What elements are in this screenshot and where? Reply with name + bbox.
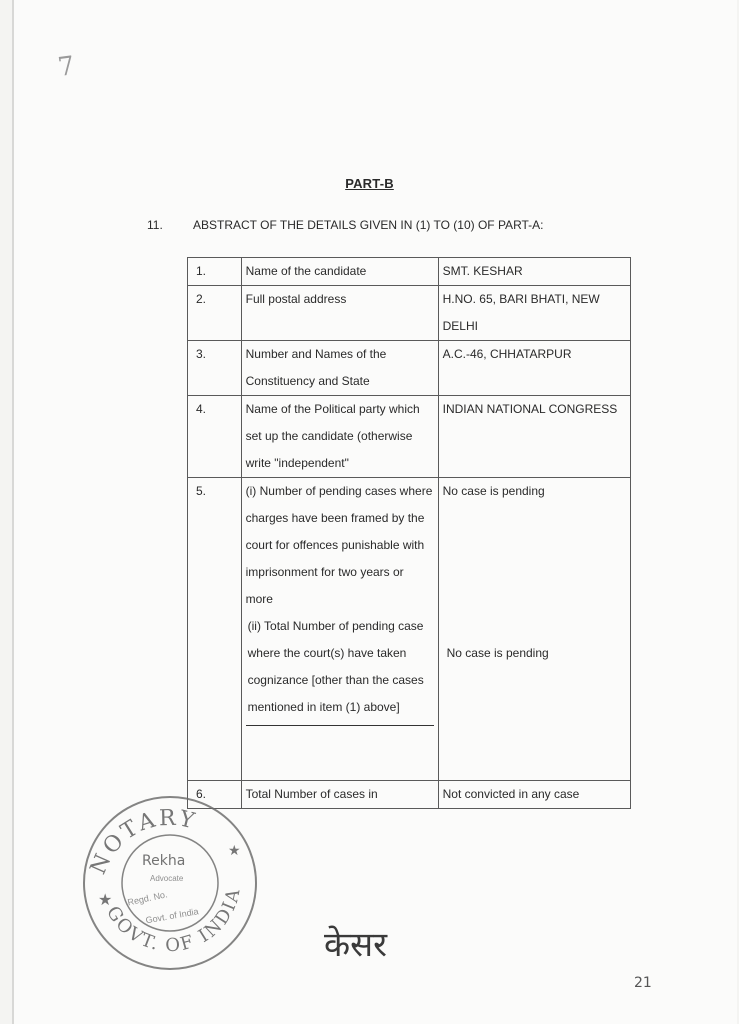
signature (320, 910, 440, 970)
item-number: 11. (147, 218, 163, 232)
star-icon: ★ (228, 842, 241, 858)
row-value: INDIAN NATIONAL CONGRESS (438, 396, 630, 478)
item-title: ABSTRACT OF THE DETAILS GIVEN IN (1) TO (10) OF PART-A: (193, 218, 544, 232)
row-label-group (241, 478, 438, 781)
table-row (188, 258, 631, 286)
row-value: A.C.-46, CHHATARPUR (438, 341, 630, 396)
cognizance-cases-value: No case is pending (446, 646, 549, 660)
stamp-bottom-text: GOVT. OF INDIA (101, 885, 245, 957)
corner-mark: 7 (55, 50, 77, 84)
stamp-line: Regd. No. (126, 889, 169, 908)
cognizance-cases-label: (ii) Total Number of pending case where the court(s) have taken cognizance [other than the cases mentioned in item (1) above] (247, 619, 424, 714)
page-number: 21 (634, 975, 652, 991)
stamp-line: Advocate (150, 874, 184, 883)
row-number: 6. (188, 781, 242, 809)
row-value: SMT. KESHAR (438, 258, 630, 286)
row-label: Full postal address (241, 286, 438, 341)
signature-text: केसर (324, 925, 388, 965)
table-row (188, 396, 631, 478)
page-heading: PART-B (345, 176, 394, 191)
pending-cases-value: No case is pending (442, 484, 545, 498)
row-value: H.NO. 65, BARI BHATI, NEW DELHI (438, 286, 630, 341)
row-value-group (438, 478, 630, 781)
star-icon: ★ (98, 892, 113, 909)
row-label: Total Number of cases in (241, 781, 438, 809)
pending-cases-label: (i) Number of pending cases where charges have been framed by the court for offences punishable with imprisonment for two years or more (245, 484, 433, 606)
row-number: 4. (188, 396, 242, 478)
row-number: 5. (188, 478, 242, 781)
stamp-name: Rekha (142, 853, 186, 869)
row-number: 1. (188, 258, 242, 286)
table-row (188, 341, 631, 396)
row-label: Name of the candidate (241, 258, 438, 286)
details-table (187, 257, 631, 809)
row-number: 2. (188, 286, 242, 341)
stamp-line: Govt. of India (144, 906, 200, 926)
row-value: Not convicted in any case (438, 781, 630, 809)
notary-stamp (80, 793, 260, 973)
table-row (188, 478, 631, 781)
table-row (188, 286, 631, 341)
row-number: 3. (188, 341, 242, 396)
row-label: Name of the Political party which set up the candidate (otherwise write "independent" (241, 396, 438, 478)
stamp-top-text: NOTARY (85, 805, 200, 879)
row-label: Number and Names of the Constituency and State (241, 341, 438, 396)
